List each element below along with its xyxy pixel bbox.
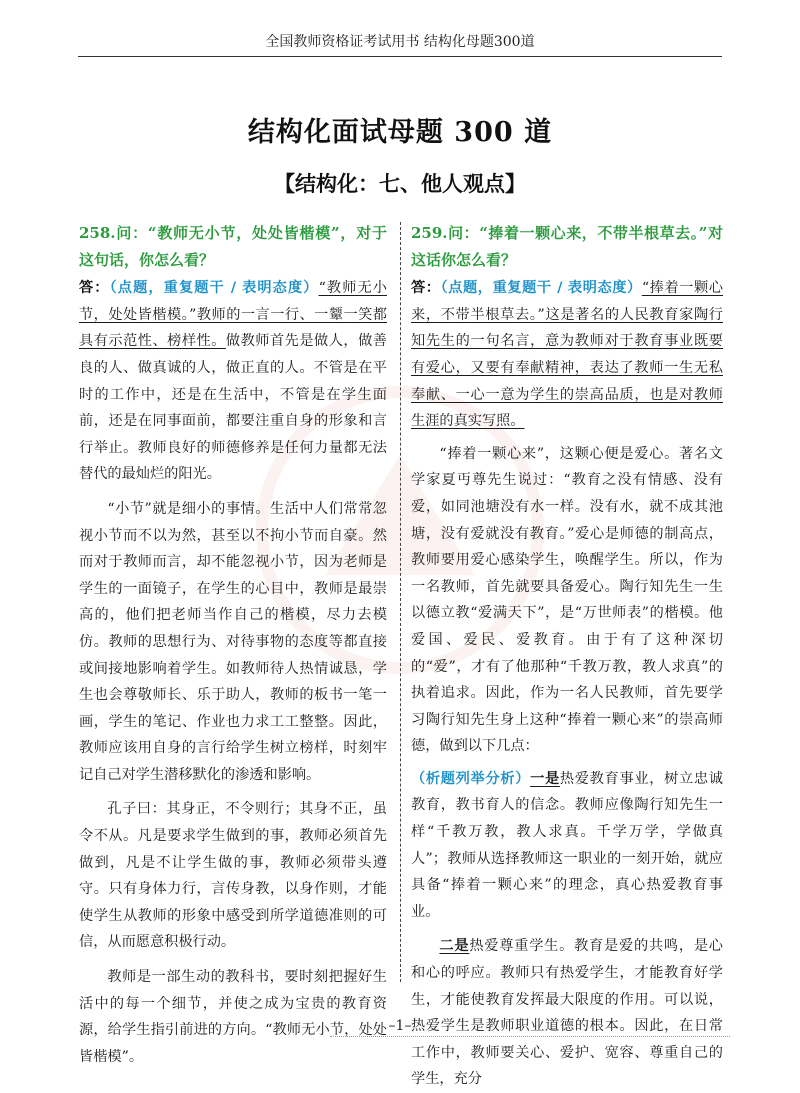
question-258: 258.问：“教师无小节，处处皆楷模”，对于这句话，你怎么看？ — [79, 224, 387, 269]
paragraph: “小节”就是细小的事情。生活中人们常常忽视小节而不以为然，甚至以不拘小节而自豪。然而对于教师而言，却不能忽视小节，因为老师是学生的一面镜子，在学生的心目中，教师是最崇高的，他们把老师当作自己的楷模，尽力去模仿。教师的思想行为、对待事物的态度等都直接或间接地影响着学生。如教师待人热情诚恳，学生也会尊敬师长、乐于助人，教师的板书一笔一画，学生的笔记、作业也力求工工整整。因此，教师应该用自身的言行给学生树立榜样，时刻牢记自己对学生潜移默化的渗透和影响。 — [79, 500, 387, 783]
answer-label: 答： — [411, 280, 441, 297]
column-divider — [400, 222, 401, 982]
answer-tag: （点题，重复题干 / 表明态度） — [440, 280, 642, 297]
answer-lead-underlined: “教师无小节，处处皆楷模。”教师的一言一行、一颦一笑都具有示范性、榜样性。 — [79, 280, 387, 350]
paragraph: 孔子曰：其身正，不令则行；其身不正，虽令不从。凡是要求学生做到的事，教师必须首先做到，凡是不让学生做的事，教师必须带头遵守。只有身体力行，言传身教，以身作则，才能使学生从教师的形象中感受到所学道德准则的可信，从而愿意积极行动。 — [79, 801, 387, 951]
running-header — [78, 28, 722, 57]
left-column — [79, 220, 387, 1070]
point-two-marker: 二是 — [439, 938, 470, 955]
analysis-tag: （析题列举分析） — [411, 770, 531, 787]
paragraph: “捧着一颗心来”，这颗心便是爱心。著名文学家夏丏尊先生说过：“教育之没有情感、没有爱，如同池塘没有水一样。没有水，就不成其池塘，没有爱就没有教育。”爱心是师德的制高点，教师要用爱心感染学生，唤醒学生。所以，作为一名教师，首先就要具备爱心。陶行知先生一生以德立教“爱满天下”，是“万世师表”的楷模。他爱国、爱民、爱教育。由于有了这种深切的“爱”，才有了他那种“千教万教，教人求真”的执着追求。因此，作为一名人民教师，首先要学习陶行知先生身上这种“捧着一颗心来”的崇高师德，做到以下几点： — [411, 445, 723, 755]
answer-lead-underlined: “捧着一颗心来，不带半根草去。”这是著名的人民教育家陶行知先生的一句名言，意为教师对于教育事业既要有爱心，又要有奉献精神，表达了教师一生无私奉献、一心一意为学生的崇高品质，也是对教师生涯的真实写照。 — [411, 280, 723, 430]
point-two — [411, 933, 723, 1093]
answer-258-intro — [79, 275, 387, 488]
paragraph: 教师是一部生动的教科书，要时刻把握好生活中的每一个细节，并使之成为宝贵的教育资源，给学生指引前进的方向。“教师无小节，处处皆楷模”。 — [79, 969, 387, 1065]
section-title: 【结构化：七、他人观点】 — [274, 171, 526, 196]
point-two-text: 热爱尊重学生。教育是爱的共鸣，是心和心的呼应。教师只有热爱学生，才能教育好学生，才能使教育发挥最大限度的作用。可以说，热爱学生是教师职业道德的根本。因此，在日常工作中，教师要关心、爱护、宽容、尊重自己的学生，充分 — [411, 938, 723, 1088]
question-259: 259.问：“捧着一颗心来，不带半根草去。”对这话你怎么看？ — [411, 224, 723, 269]
running-header-text: 全国教师资格证考试用书 结构化母题300道 — [265, 34, 535, 50]
answer-259-intro — [411, 275, 723, 435]
answer-tag: （点题，重复题干 / 表明态度） — [109, 280, 319, 297]
page-number: –1– — [388, 1018, 412, 1034]
footer-rule — [330, 1036, 730, 1047]
main-title: 结构化面试母题 300 道 — [247, 117, 553, 148]
point-one-marker: 一是 — [530, 770, 560, 787]
answer-label: 答： — [79, 280, 110, 297]
point-one-text: 热爱教育事业，树立忠诚教育，教书育人的信念。教师应像陶行知先生一样“千教万教，教人求真。千学万学，学做真人”；教师从选择教师这一职业的一刻开始，就应具备“捧着一颗心来”的理念，真心热爱教育事业。 — [411, 770, 723, 920]
right-column — [411, 220, 723, 1093]
answer-lead-rest: 做教师首先是做人，做善良的人、做真诚的人，做正直的人。不管是在平时的工作中，还是在生活中，不管是在学生面前，还是在同事面前，都要注重自身的形象和言行举止。教师良好的师德修养是任何力量都无法替代的最灿烂的阳光。 — [79, 333, 387, 483]
point-one — [411, 766, 723, 926]
